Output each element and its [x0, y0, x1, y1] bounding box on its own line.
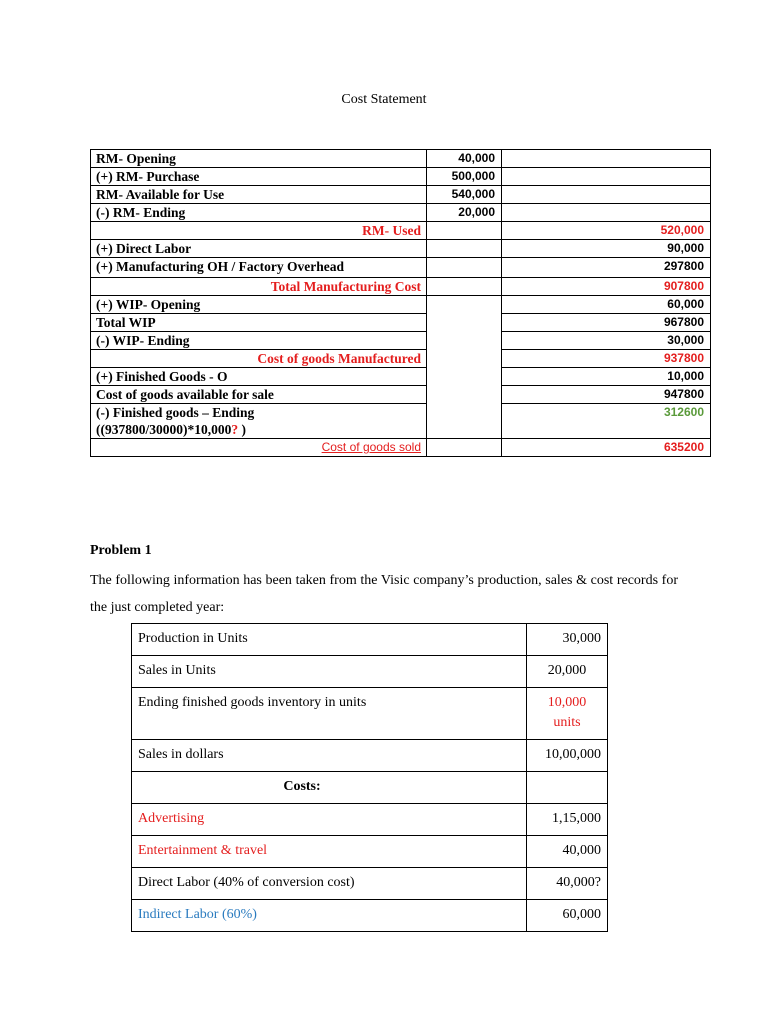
total-value: 520,000	[502, 222, 711, 240]
row-label: (+) Direct Labor	[91, 240, 427, 258]
problem-title: Problem 1	[90, 543, 152, 558]
mid-value	[427, 258, 502, 278]
table-row	[91, 296, 711, 314]
total-value	[502, 168, 711, 186]
table-row	[91, 439, 711, 457]
info-label: Entertainment & travel	[132, 836, 527, 868]
table-row	[91, 314, 711, 332]
info-label: Sales in Units	[132, 656, 527, 688]
total-value: 10,000	[502, 368, 711, 386]
row-label: Total WIP	[91, 314, 427, 332]
table-row	[91, 168, 711, 186]
info-value: 40,000	[527, 836, 608, 868]
total-value: 60,000	[502, 296, 711, 314]
row-label: (+) Finished Goods - O	[91, 368, 427, 386]
total-value: 635200	[502, 439, 711, 457]
table-row	[91, 332, 711, 350]
total-value	[502, 204, 711, 222]
formula-close: )	[238, 422, 246, 437]
table-row	[91, 386, 711, 404]
row-label: (+) RM- Purchase	[91, 168, 427, 186]
cost-statement-table	[90, 149, 711, 457]
info-label: Advertising	[132, 804, 527, 836]
costs-heading: Costs:	[132, 772, 527, 804]
info-value: 10,000 units	[527, 688, 608, 740]
total-value: 907800	[502, 278, 711, 296]
problem-text: The following information has been taken from the Visic company’s production, sales & cost records for the just completed year:	[90, 573, 678, 615]
mid-value	[427, 404, 502, 439]
table-row	[132, 688, 608, 740]
question-mark: ?	[231, 422, 239, 437]
mid-value	[427, 368, 502, 386]
finished-goods-ending-label: (-) Finished goods – Ending	[96, 405, 255, 420]
info-value: 10,00,000	[527, 740, 608, 772]
info-label: Indirect Labor (60%)	[132, 900, 527, 932]
info-value: 40,000?	[527, 868, 608, 900]
row-label	[91, 404, 427, 439]
cost-of-goods-sold-label: Cost of goods sold	[91, 439, 427, 457]
mid-value	[427, 386, 502, 404]
total-value: 297800	[502, 258, 711, 278]
mid-value: 500,000	[427, 168, 502, 186]
info-label: Production in Units	[132, 624, 527, 656]
info-label: Direct Labor (40% of conversion cost)	[132, 868, 527, 900]
mid-value	[427, 314, 502, 332]
table-row	[91, 240, 711, 258]
table-row	[91, 350, 711, 368]
row-label: (+) Manufacturing OH / Factory Overhead	[91, 258, 427, 278]
mid-value	[427, 278, 502, 296]
table-row	[132, 868, 608, 900]
table-row	[91, 186, 711, 204]
row-label: Cost of goods available for sale	[91, 386, 427, 404]
total-value: 312600	[502, 404, 711, 439]
table-row	[91, 222, 711, 240]
total-value: 947800	[502, 386, 711, 404]
info-value: 20,000	[527, 656, 608, 688]
mid-value	[427, 296, 502, 314]
total-value: 30,000	[502, 332, 711, 350]
total-value: 90,000	[502, 240, 711, 258]
table-row	[91, 368, 711, 386]
mid-value	[427, 240, 502, 258]
table-row	[91, 404, 711, 439]
table-row	[91, 204, 711, 222]
table-row	[132, 740, 608, 772]
total-value	[502, 186, 711, 204]
production-info-table	[131, 623, 608, 932]
mid-value	[427, 222, 502, 240]
mid-value: 20,000	[427, 204, 502, 222]
row-label: (-) RM- Ending	[91, 204, 427, 222]
row-label: RM- Available for Use	[91, 186, 427, 204]
info-value: 60,000	[527, 900, 608, 932]
table-row	[132, 900, 608, 932]
document-title: Cost Statement	[341, 92, 427, 107]
mid-value: 540,000	[427, 186, 502, 204]
row-label: (+) WIP- Opening	[91, 296, 427, 314]
info-label: Ending finished goods inventory in units	[132, 688, 527, 740]
table-row	[132, 804, 608, 836]
mid-value	[427, 350, 502, 368]
subtotal-label: Total Manufacturing Cost	[91, 278, 427, 296]
table-row	[132, 624, 608, 656]
table-row	[91, 150, 711, 168]
row-label: RM- Opening	[91, 150, 427, 168]
finished-goods-formula	[96, 421, 421, 438]
subtotal-label: RM- Used	[91, 222, 427, 240]
row-label: (-) WIP- Ending	[91, 332, 427, 350]
mid-value	[427, 439, 502, 457]
subtotal-label: Cost of goods Manufactured	[91, 350, 427, 368]
mid-value	[427, 332, 502, 350]
table-row	[91, 278, 711, 296]
total-value	[502, 150, 711, 168]
formula-text: ((937800/30000)*10,000	[96, 422, 232, 437]
info-label: Sales in dollars	[132, 740, 527, 772]
table-row	[132, 656, 608, 688]
info-value: 1,15,000	[527, 804, 608, 836]
total-value: 937800	[502, 350, 711, 368]
mid-value: 40,000	[427, 150, 502, 168]
table-row	[91, 258, 711, 278]
table-row	[132, 772, 608, 804]
info-value: 30,000	[527, 624, 608, 656]
info-value	[527, 772, 608, 804]
table-row	[132, 836, 608, 868]
total-value: 967800	[502, 314, 711, 332]
